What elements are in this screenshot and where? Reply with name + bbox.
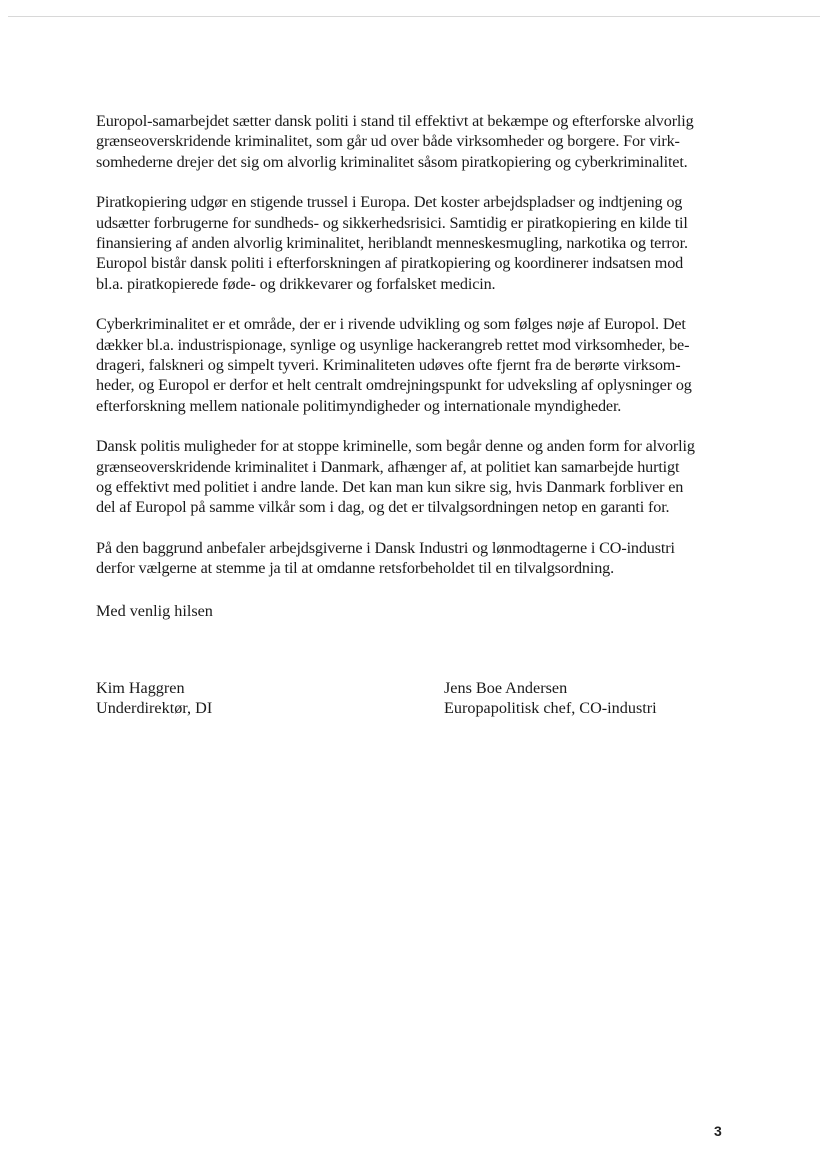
letter-body [96, 111, 732, 599]
text-line: Piratkopiering udgør en stigende trussel i Europa. Det koster arbejdspladser og indtjening og [96, 193, 683, 212]
paragraph-europol-cooperation [96, 111, 732, 172]
text-line: somhederne drejer det sig om alvorlig kriminalitet såsom piratkopiering og cyberkriminalitet. [96, 152, 688, 171]
text-line: Europol-samarbejdet sætter dansk politi i stand til effektivt at bekæmpe og efterforske alvorlig [96, 112, 694, 130]
signatory-name: Kim Haggren [96, 679, 185, 697]
text-line: dækker bl.a. industrispionage, synlige og usynlige hackerangreb rettet mod virksomheder, be- [96, 335, 690, 354]
signatory-title: Europapolitisk chef, CO-industri [444, 699, 657, 718]
text-line: udsætter forbrugerne for sundheds- og sikkerhedsrisici. Samtidig er piratkopiering en kilde til [96, 213, 688, 232]
text-line: drageri, falskneri og simpelt tyveri. Kriminaliteten udøves ofte fjernt fra de berørte virksom- [96, 355, 681, 374]
text-line: og effektivt med politiet i andre lande. Det kan man kun sikre sig, hvis Danmark forbliver en [96, 477, 684, 496]
paragraph-piracy [96, 192, 732, 293]
top-divider [8, 16, 820, 17]
text-line: derfor vælgerne at stemme ja til at omdanne retsforbeholdet til en tilvalgsordning. [96, 559, 614, 578]
text-line: heder, og Europol er derfor et helt centralt omdrejningspunkt for udveksling af oplysninger og [96, 376, 692, 395]
text-line: efterforskning mellem nationale politimyndigheder og internationale myndigheder. [96, 396, 622, 415]
signatory-title: Underdirektør, DI [96, 699, 213, 718]
signatory-kim-haggren [96, 678, 212, 719]
text-line: Europol bistår dansk politi i efterforskningen af piratkopiering og koordinerer indsatsen mod [96, 254, 684, 273]
text-line: bl.a. piratkopierede føde- og drikkevarer og forfalsket medicin. [96, 274, 496, 293]
text-line: grænseoverskridende kriminalitet, som går ud over både virksomheder og borgere. For virk- [96, 132, 680, 151]
signatory-name: Jens Boe Andersen [444, 679, 568, 697]
paragraph-recommendation [96, 538, 732, 579]
text-line: Cyberkriminalitet er et område, der er i rivende udvikling og som følges nøje af Europol. Det [96, 315, 686, 334]
text-line: finansiering af anden alvorlig kriminalitet, heriblandt menneskesmugling, narkotika og terror. [96, 233, 688, 252]
signatory-jens-boe-andersen [444, 678, 657, 719]
text-line: del af Europol på samme vilkår som i dag, og det er tilvalgsordningen netop en garanti for. [96, 498, 670, 517]
text-line: På den baggrund anbefaler arbejdsgiverne i Dansk Industri og lønmodtagerne i CO-industri [96, 539, 675, 558]
text-line: Dansk politis muligheder for at stoppe kriminelle, som begår denne og anden form for alvorlig [96, 437, 695, 456]
closing-salutation: Med venlig hilsen [96, 602, 213, 620]
paragraph-cybercrime [96, 314, 732, 415]
text-line: grænseoverskridende kriminalitet i Danmark, afhænger af, at politiet kan samarbejde hurtigt [96, 457, 680, 476]
page-number: 3 [714, 1123, 722, 1139]
paragraph-danish-police [96, 436, 732, 517]
